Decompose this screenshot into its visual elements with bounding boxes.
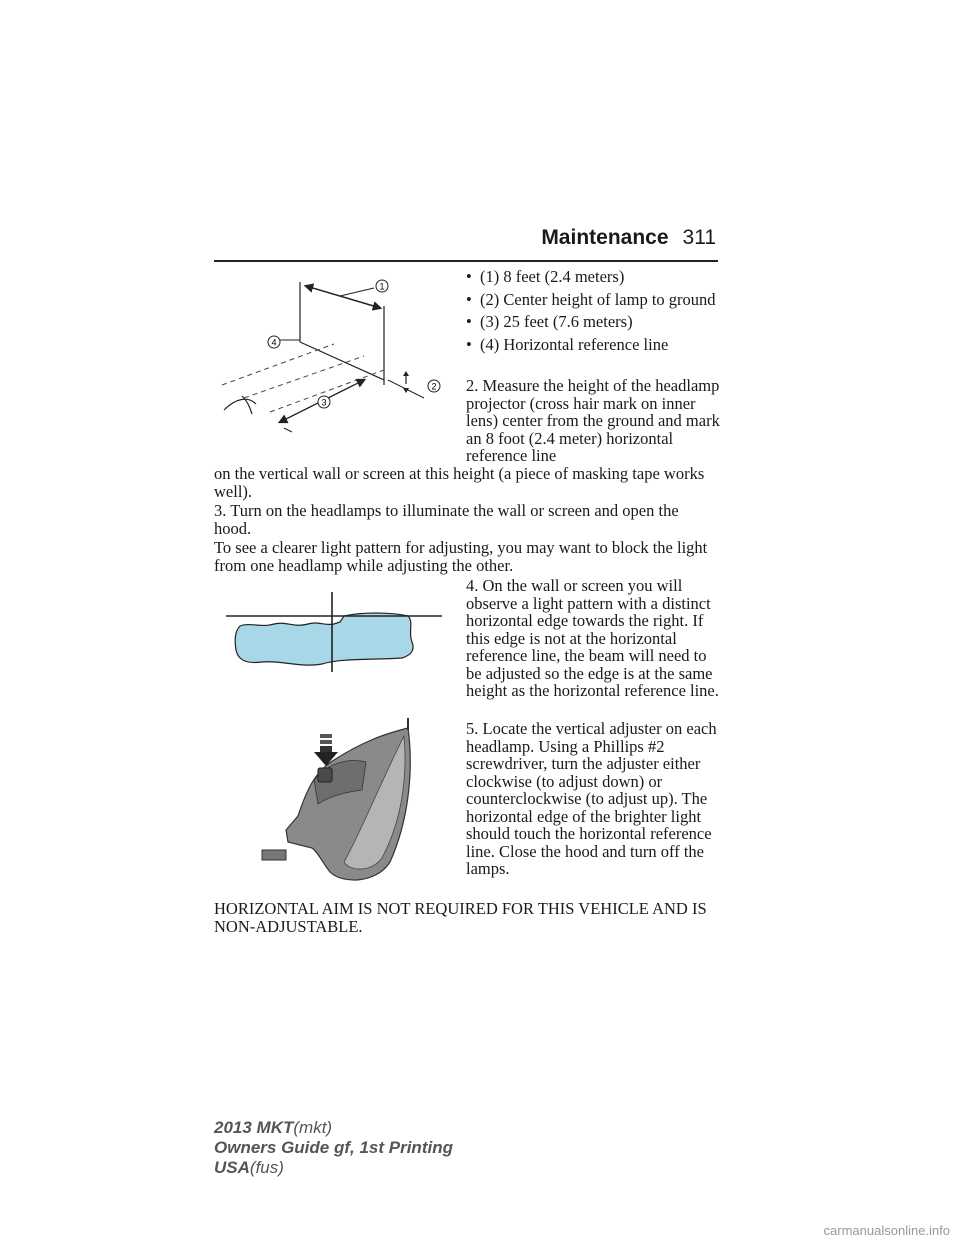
document-footer bbox=[214, 1118, 453, 1178]
step-2-text: 2. Measure the height of the headlamp projector (cross hair mark on inner lens) center from the ground and mark an 8 foot (2.4 meter) horizontal reference line bbox=[466, 376, 720, 465]
footer-market: USA bbox=[214, 1158, 250, 1177]
callout-1 bbox=[376, 280, 388, 292]
header-divider bbox=[214, 260, 718, 262]
callout-3 bbox=[318, 396, 330, 408]
legend-item: • (4) Horizontal reference line bbox=[466, 336, 726, 354]
svg-text:2: 2 bbox=[431, 381, 437, 392]
step-5-text: 5. Locate the vertical adjuster on each headlamp. Using a Phillips #2 screwdriver, turn the adjuster either clockwise (to adjust down) or counterclockwise (to adjust up). The horizontal edge of the brighter light should touch the horizontal reference line. Close the hood and turn off the lamps. bbox=[466, 719, 717, 878]
svg-text:3: 3 bbox=[321, 397, 327, 408]
step-4-text: 4. On the wall or screen you will observe a light pattern with a distinct horizontal edge towards the right. If this edge is not at the horizontal reference line, the beam will need to be adjusted so the edge is at the same height as the horizontal reference line. bbox=[466, 576, 719, 700]
tip-text: To see a clearer light pattern for adjusting, you may want to block the light from one headlamp while adjusting the other. bbox=[214, 538, 708, 575]
svg-text:4: 4 bbox=[271, 337, 277, 348]
headlamp-adjuster-figure bbox=[258, 712, 428, 888]
horizontal-aim-notice: HORIZONTAL AIM IS NOT REQUIRED FOR THIS VEHICLE AND IS NON-ADJUSTABLE. bbox=[214, 899, 707, 936]
step-3-text: 3. Turn on the headlamps to illuminate the wall or screen and open the hood. bbox=[214, 501, 679, 538]
footer-model-code: (mkt) bbox=[293, 1118, 333, 1137]
page-header bbox=[380, 226, 716, 250]
page-number: 311 bbox=[682, 226, 716, 249]
step-2-continued: on the vertical wall or screen at this height (a piece of masking tape works well). bbox=[214, 464, 705, 501]
callout-4 bbox=[268, 336, 280, 348]
footer-model: 2013 MKT bbox=[214, 1118, 294, 1137]
svg-text:1: 1 bbox=[379, 281, 385, 292]
legend-item: • (2) Center height of lamp to ground bbox=[466, 291, 726, 309]
site-watermark: carmanualsonline.info bbox=[823, 1223, 950, 1238]
legend-item: • (1) 8 feet (2.4 meters) bbox=[466, 268, 726, 286]
beam-pattern-shape bbox=[235, 613, 413, 665]
footer-guide: Owners Guide gf, 1st Printing bbox=[214, 1138, 453, 1157]
legend-item: • (3) 25 feet (7.6 meters) bbox=[466, 313, 726, 331]
footer-market-code: (fus) bbox=[249, 1158, 284, 1177]
section-title: Maintenance bbox=[541, 226, 669, 249]
headlamp-aim-diagram bbox=[214, 270, 454, 440]
beam-pattern-figure bbox=[222, 588, 446, 678]
callout-2 bbox=[428, 380, 440, 392]
diagram-legend bbox=[466, 268, 726, 358]
